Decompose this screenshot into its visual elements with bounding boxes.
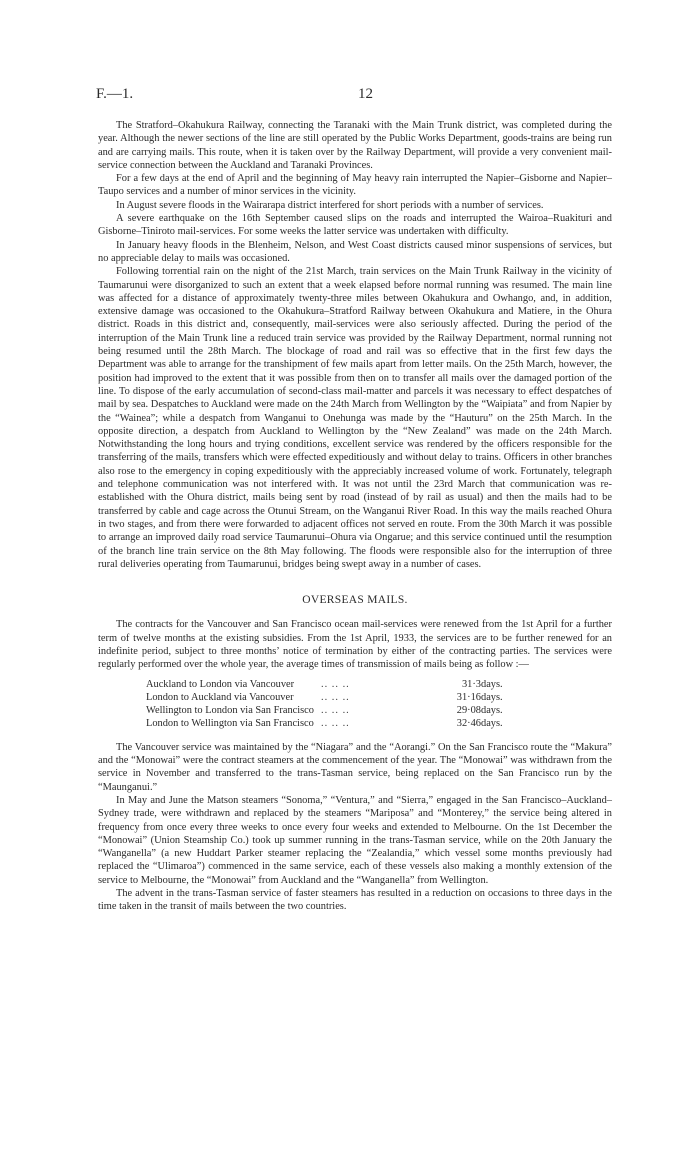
paragraph: A severe earthquake on the 16th September caused slips on the roads and interrupted the Wairoa–Ruakituri and Gisborne–Tiniroto mail-services. For some weeks the latter service was undertaken with difficulty.: [98, 213, 612, 238]
table-row: [146, 678, 503, 691]
paragraph: The contracts for the Vancouver and San Francisco ocean mail-services were renewed from the 1st April for a further term of twelve months at the existing subsidies. From the 1st April, 1933, the services are to be further renewed for an indefinite period, subject to three months’ notice of termination by either of the contracting parties. The services were regularly performed over the whole year, the average times of transmission of mails being as follow :—: [98, 619, 612, 671]
paragraph: For a few days at the end of April and the beginning of May heavy rain interrupted the Napier–Gisborne and Napier–Taupo services and a number of minor services in the vicinity.: [98, 173, 612, 198]
paragraph: The Vancouver service was maintained by the “Niagara” and the “Aorangi.” On the San Francisco route the “Makura” and the “Monowai” were the contract steamers at the commencement of the year. The “Monowai” was withdrawn from the service in November and transferred to the trans-Tasman service, being replaced on the San Francisco run by the “Maunganui.”: [98, 741, 612, 793]
table-row: [146, 704, 503, 717]
paragraph: The advent in the trans-Tasman service of faster steamers has resulted in a reduction on occasions to three days in the time taken in the transit of mails between the two countries.: [98, 888, 612, 913]
paragraph: In January heavy floods in the Blenheim, Nelson, and West Coast districts caused minor suspensions of services, but no appreciable delay to mails was occasioned.: [98, 239, 612, 264]
days-unit: days.: [481, 691, 503, 703]
paragraph: In May and June the Matson steamers “Sonoma,” “Ventura,” and “Sierra,” engaged in the San Francisco–Auckland–Sydney trade, were withdrawn and replaced by the steamers “Mariposa” and “Monterey,” the service being altered in frequency from once every three weeks to once every four weeks and extended to Melbourne. On the 1st December the “Monowai” (Union Steamship Co.) took up summer running in the trans-Tasman service, while on the 20th January the “Wanganella” (a new Huddart Parker steamer replacing the “Zealandia,” which vessel some months previously had replaced the “Ulimaroa”) commenced in the same service, each of these vessels also making a monthly extension of the service to Melbourne, the “Monowai” from Auckland and the “Wanganella” from Wellington.: [98, 794, 612, 886]
route-cell: London to Wellington via San Francisco: [146, 718, 314, 730]
document-reference: F.—1.: [96, 86, 134, 102]
table-row: [146, 717, 503, 730]
paragraph: In August severe floods in the Wairarapa district interfered for short periods with a number of services.: [116, 199, 544, 211]
page-number: 12: [358, 86, 373, 102]
days-value: 31·16: [456, 691, 481, 703]
section-heading: OVERSEAS MAILS.: [302, 594, 408, 607]
leader-dots: .. .. ..: [321, 705, 350, 717]
days-value: 32·46: [456, 718, 481, 730]
days-value: 29·08: [456, 705, 481, 717]
table-row: [146, 691, 503, 704]
route-cell: Auckland to London via Vancouver: [146, 678, 295, 690]
leader-dots: .. .. ..: [321, 718, 350, 730]
paragraph: The Stratford–Okahukura Railway, connecting the Taranaki with the Main Trunk district, was completed during the year. Although the newer sections of the line are still operated by the Public Works Department, goods-trains are being run and are carrying mails. This route, when it is taken over by the Railway Department, will provide a very convenient mail-service connection between the Auckland and Taranaki Provinces.: [98, 120, 612, 171]
days-unit: days.: [481, 678, 503, 690]
leader-dots: .. .. ..: [321, 691, 350, 703]
days-value: 31·3: [461, 678, 481, 690]
route-cell: London to Auckland via Vancouver: [146, 691, 294, 703]
leader-dots: .. .. ..: [321, 678, 350, 690]
transit-times-table: [146, 678, 503, 731]
days-unit: days.: [481, 705, 503, 717]
route-cell: Wellington to London via San Francisco: [146, 705, 314, 717]
page-header: [96, 88, 596, 106]
page-body: [98, 119, 612, 914]
days-unit: days.: [481, 718, 503, 730]
paragraph: Following torrential rain on the night of the 21st March, train services on the Main Trunk Railway in the vicinity of Taumarunui were disorganized to such an extent that a week elapsed before normal running was resumed. The main line was affected for a distance of approximately twenty-three miles between Okahukura and Owhango, and, in addition, extensive damage was occasioned to the Okahukura–Stratford Railway between Okahukura and Matiere, in the Ohura district. Roads in this district and, consequently, mail-services were also seriously affected. During the period of the interruption of the Main Trunk line a reduced train service was provided by the Railway Department, normal running not being resumed until the 28th March. The blockage of road and rail was so effective that in the first few days the Department was able to arrange for the transhipment of few mails apart from letter mails. On the 25th March, however, the position had improved to the extent that it was possible from then on to transfer all mails over the damaged portion of the line. To dispose of the early accumulation of second-class mail-matter and parcels it was necessary to effect despatches of mail by sea. Despatches to Auckland were made on the 24th March from Wellington by the “Waipiata” and from Napier by the “Wainea”; while a despatch from Wanganui to Onehunga was made by the “Hauturu” on the 25th March. In the opposite direction, a despatch from Auckland to Wellington by the “New Zealand” was made on the 24th March. Notwithstanding the long hours and trying conditions, excellent service was rendered by the officers responsible for the transferring of the mails, transfers which were effected expeditiously and without delay to trains. Officers in other branches also rose to the emergency in coping expeditiously with the appreciably increased volume of work. Fortunately, telegraph and telephone communication was not interfered with. It was not until the 23rd March that communication was re-established with the Ohura district, mails being sent by road (instead of by rail as usual) and then the mails had to be transferred by cable and cage across the Otunui Stream, on the Wanganui River Road. In this way the mails reached Ohura in two stages, and from there were forwarded to adjacent offices not served en route. From the 30th March it was possible to arrange an improved daily road service Taumarunui–Ohura via Ongarue; and this service continued until the resumption of the branch line train service on the 8th May following. The floods were responsible also for the interruption of three rural deliveries operating from Taumarunui, bridges being swept away in a number of cases.: [98, 266, 612, 570]
